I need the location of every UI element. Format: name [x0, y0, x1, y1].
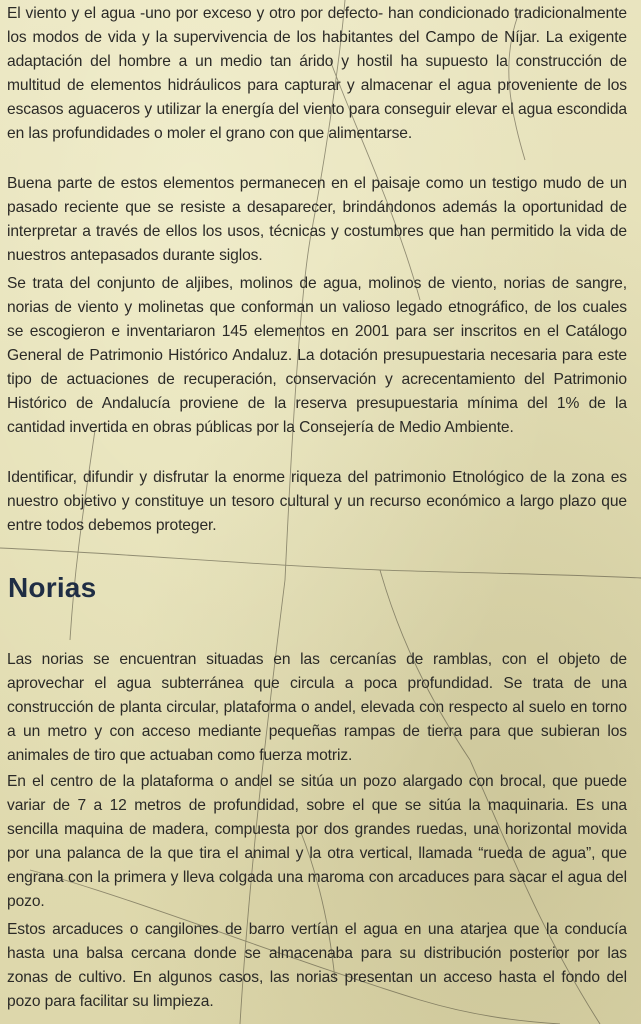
norias-paragraph-1: Las norias se encuentran situadas en las cercanías de ramblas, con el objeto de aprovechar el agua subterránea que circula a poca profundidad. Se trata de una construcción de planta circular, plataforma o andel, elevada con respecto al suelo en torno a un metro y con acceso mediante pequeñas rampas de tierra para que subieran los animales de tiro que actuaban como fuerza motriz.: [7, 651, 627, 764]
section-title-norias: Norias: [8, 572, 97, 603]
norias-paragraph-2: En el centro de la plataforma o andel se sitúa un pozo alargado con brocal, que puede variar de 7 a 12 metros de profundidad, sobre el que se sitúa la maquinaria. Es una sencilla maquina de madera, compuesta por dos grandes ruedas, una horizontal movida por una palanca de la que tira el animal y la otra vertical, llamada “rueda de agua”, que engrana con la primera y lleva colgada una maroma con arcaduces para sacar el agua del pozo.: [7, 773, 627, 910]
intro-paragraph-4: Identificar, difundir y disfrutar la enorme riqueza del patrimonio Etnológico de la zona es nuestro objetivo y constituye un tesoro cultural y un recurso económico a largo plazo que entre todos debemos proteger.: [7, 469, 627, 534]
intro-paragraph-3: Se trata del conjunto de aljibes, molinos de agua, molinos de viento, norias de sangre, norias de viento y molinetas que conforman un valioso legado etnográfico, de los cuales se escogieron e inventariaron 145 elementos en 2001 para ser inscritos en el Catálogo General de Patrimonio Histórico Andaluz. La dotación presupuestaria necesaria para este tipo de actuaciones de recuperación, conservación y acrecentamiento del Patrimonio Histórico de Andalucía proviene de la reserva presupuestaria mínima del 1% de la cantidad invertida en obras públicas por la Consejería de Medio Ambiente.: [7, 275, 627, 436]
intro-paragraph-2: Buena parte de estos elementos permanecen en el paisaje como un testigo mudo de un pasado reciente que se resiste a desaparecer, brindándonos además la oportunidad de interpretar a través de ellos los usos, técnicas y costumbres que han permitido la vida de nuestros antepasados durante siglos.: [7, 175, 627, 264]
norias-paragraph-3: Estos arcaduces o cangilones de barro vertían el agua en una atarjea que la conducía hasta una balsa cercana donde se almacenaba para su distribución posterior por las zonas de cultivo. En algunos casos, las norias presentan un acceso hasta el fondo del pozo para facilitar su limpieza.: [7, 921, 627, 1010]
intro-paragraph-1: El viento y el agua -uno por exceso y otro por defecto- han condicionado tradicionalmente los modos de vida y la supervivencia de los habitantes del Campo de Níjar. La exigente adaptación del hombre a un medio tan árido y hostil ha supuesto la construcción de multitud de elementos hidráulicos para capturar y almacenar el agua proveniente de los escasos aguaceros y utilizar la energía del viento para conseguir elevar el agua escondida en las profundidades o moler el grano con que alimentarse.: [7, 5, 627, 142]
